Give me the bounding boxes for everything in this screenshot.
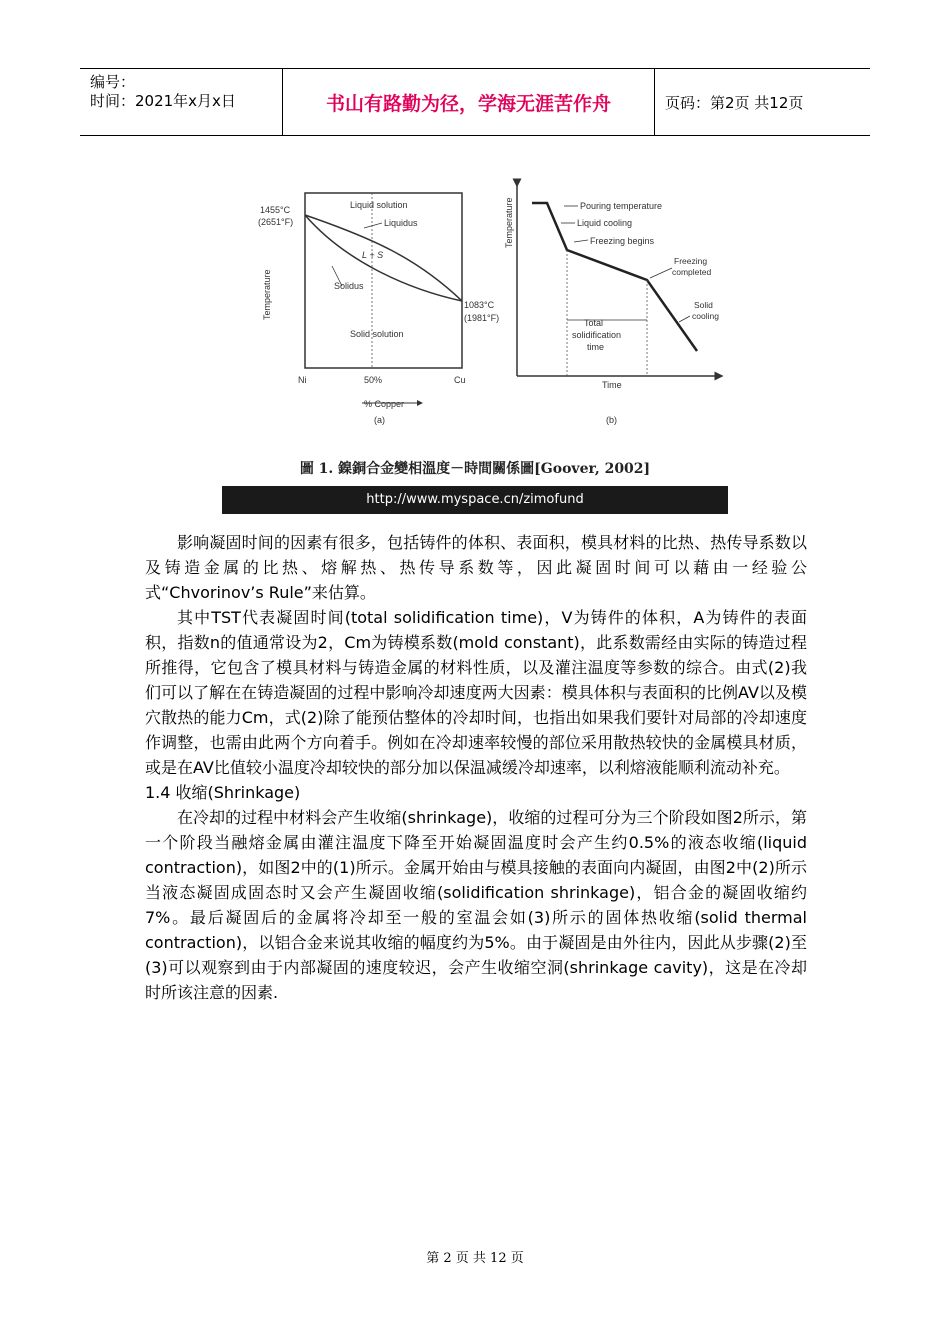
total-time-label-3: time	[587, 342, 605, 352]
panel-b-y-axis-label: Temperature	[504, 197, 514, 248]
figure-1	[222, 158, 728, 518]
l-plus-s-label: L + S	[362, 250, 384, 260]
panel-a-y-axis-label: Temperature	[262, 269, 272, 320]
x-axis-ni-label: Ni	[298, 375, 307, 385]
temp-high-f-label: (2651°F)	[258, 217, 294, 227]
temp-low-label: 1083°C	[464, 300, 495, 310]
paragraph: 在冷却的过程中材料会产生收缩(shrinkage)，收缩的过程可分为三个阶段如图2所示，第一个阶段当融熔金属由灌注温度下降至开始凝固温度时会产生约0.5%的液态收缩(liquid contraction)，如图2中的(1)所示。金属开始由与模具接触的表面向内凝固，由图2中(2)所示当液态凝固成固态时又会产生凝固收缩(solidification shrinkage)，铝合金的凝固收缩约7%。最后凝固后的金属将冷却至一般的室温会如(3)所示的固体热收缩(solid thermal contraction)，以铝合金来说其收缩的幅度约为5%。由于凝固是由外往内，因此从步骤(2)至(3)可以观察到由于内部凝固的速度较迟，会产生收缩空洞(shrinkage cavity)，这是在冷却时所该注意的因素.	[145, 808, 807, 1002]
total-time-label-1: Total	[584, 318, 604, 328]
liquidus-leader	[364, 223, 382, 228]
pouring-temperature-label: Pouring temperature	[580, 201, 663, 211]
temp-low-f-label: (1981°F)	[464, 313, 500, 323]
panel-a-x-axis-label: % Copper	[364, 399, 405, 409]
solidus-label: Solidus	[334, 281, 364, 291]
figure-watermark-url: http://www.myspace.cn/zimofund	[222, 486, 728, 514]
paragraph: 影响凝固时间的因素有很多，包括铸件的体积、表面积，模具材料的比热、热传导系数以及铸造金属的比热、熔解热、热传导系数等，因此凝固时间可以藉由一经验公式“Chvorinov’s Rule”来估算。	[145, 533, 807, 602]
freezing-completed-label-2: completed	[672, 267, 712, 277]
solid-cooling-label-2: cooling	[692, 311, 719, 321]
x-axis-fifty-label: 50%	[364, 375, 383, 385]
doc-time-label: 时间：2021年x月x日	[90, 92, 236, 110]
total-time-label-2: solidification	[572, 330, 622, 340]
phase-diagram-image	[222, 158, 728, 458]
panel-a-label: (a)	[374, 415, 385, 425]
header-motto: 书山有路勤为径，学海无涯苦作舟	[325, 92, 611, 115]
freezing-begins-label: Freezing begins	[590, 236, 655, 246]
freezing-completed-label-1: Freezing	[674, 256, 708, 266]
paragraph: 其中TST代表凝固时间(total solidification time)，V为铸件的体积，A为铸件的表面积，指数n的值通常设为2，Cm为铸模系数(mold constant)，此系数需经由实际的铸造过程所推得，它包含了模具材料与铸造金属的材料性质，以及灌注温度等参数的综合。由式(2)我们可以了解在在铸造凝固的过程中影响冷却速度两大因素：模具体积与表面积的比例AV以及模穴散热的能力Cm，式(2)除了能预估整体的冷却时间，也指出如果我们要针对局部的冷却速度作调整，也需由此两个方向着手。例如在冷却速率较慢的部位采用散热较快的金属模具材质，或是在AV比值较小温度冷却较快的部分加以保温减缓冷却速率，以利熔液能顺利流动补充。	[145, 608, 807, 777]
panel-b-label: (b)	[606, 415, 617, 425]
liquid-cooling-label: Liquid cooling	[577, 218, 633, 228]
liquid-solution-label: Liquid solution	[350, 200, 408, 210]
freezing-completed-leader	[650, 268, 672, 278]
solid-cooling-label-1: Solid	[694, 300, 713, 310]
freezing-begins-leader	[574, 240, 588, 242]
header-divider	[654, 69, 655, 135]
section-heading: 1.4 收缩(Shrinkage)	[145, 783, 301, 802]
panel-b-x-axis-label: Time	[602, 380, 622, 390]
header-meta	[90, 73, 236, 111]
page-footer: 第 2 页 共 12 页	[426, 1251, 524, 1266]
article-body	[145, 530, 807, 1005]
liquidus-label: Liquidus	[384, 218, 418, 228]
x-axis-cu-label: Cu	[454, 375, 466, 385]
temp-high-label: 1455°C	[260, 205, 291, 215]
doc-code-label: 编号：	[90, 73, 136, 91]
header-page-number: 页码：第2页 共12页	[665, 93, 804, 112]
page-header	[80, 68, 870, 136]
figure-caption: 圖 1. 鎳銅合金變相溫度－時間關係圖[Goover, 2002]	[299, 461, 651, 477]
solid-solution-label: Solid solution	[350, 329, 404, 339]
solid-cooling-leader	[679, 316, 690, 322]
